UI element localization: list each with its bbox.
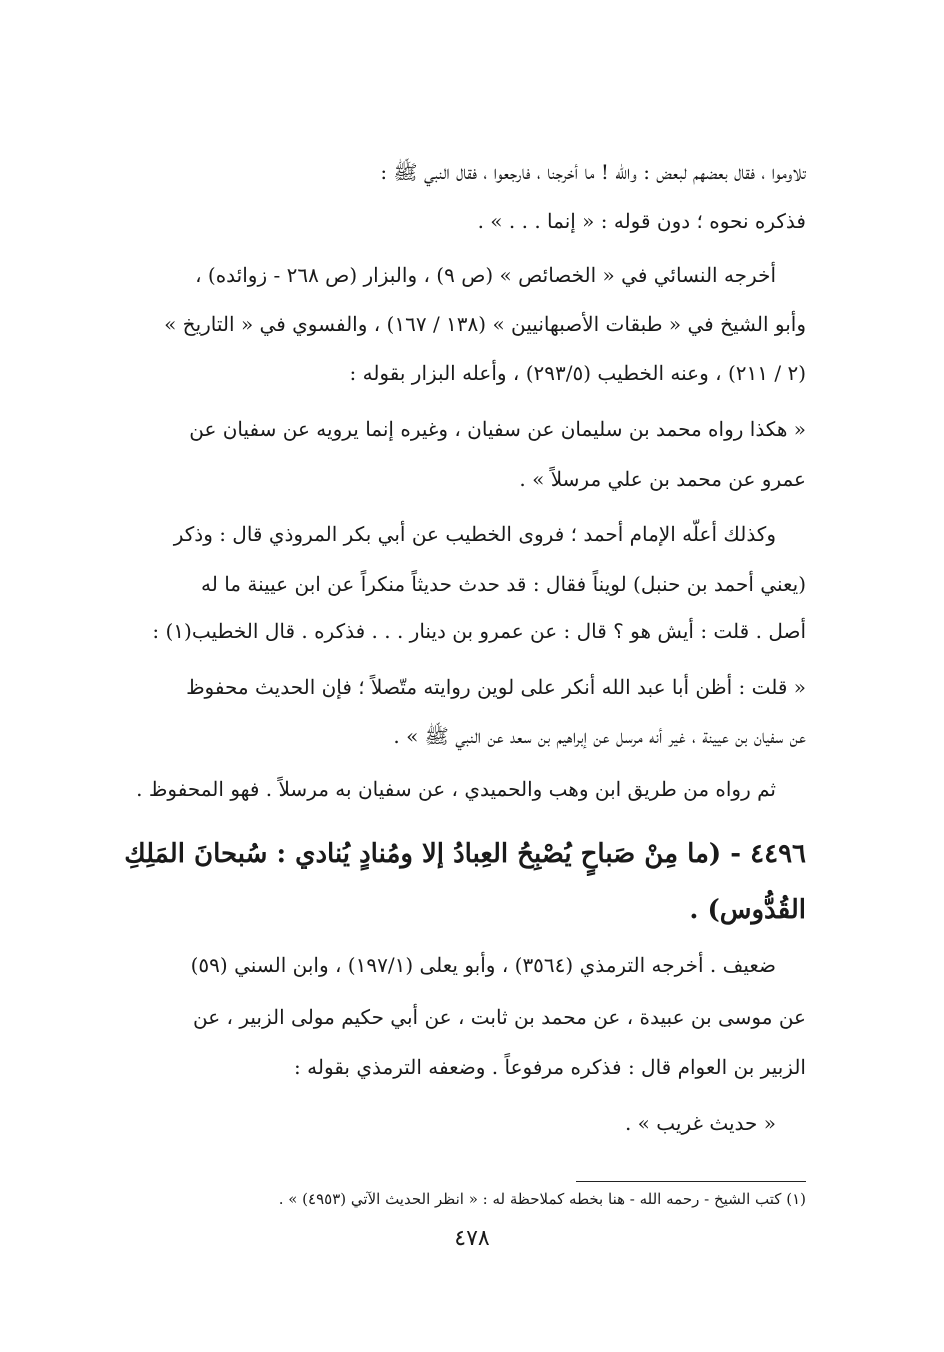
- quote-line: عمرو عن محمد بن علي مرسلاً » .: [519, 467, 806, 491]
- footnote-divider: [576, 1181, 806, 1182]
- text-line: الزبير بن العوام قال : فذكره مرفوعاً . وضعفه الترمذي بقوله :: [294, 1055, 806, 1079]
- quote-line: « حديث غريب » .: [624, 1111, 776, 1135]
- page-number: ٤٧٨: [454, 1226, 490, 1251]
- text-line: فذكره نحوه ؛ دون قوله : « إنما . . . » .: [477, 209, 806, 233]
- text-line: أصل . قلت : أيش هو ؟ قال : عن عمرو بن دينار . . . فذكره . قال الخطيب(١) :: [152, 619, 806, 643]
- quote-line: « قلت : أظن أبا عبد الله أنكر على لوين روايته متّصلاً ؛ فإن الحديث محفوظ: [186, 675, 806, 699]
- text-line: وأبو الشيخ في « طبقات الأصبهانيين » (١٣٨ / ١٦٧) ، والفسوي في « التاريخ »: [164, 312, 806, 336]
- text-line: عن موسى بن عبيدة ، عن محمد بن ثابت ، عن أبي حكيم مولى الزبير ، عن: [193, 1005, 806, 1029]
- text-line: وكذلك أعلّه الإمام أحمد ؛ فروى الخطيب عن أبي بكر المروذي قال : وذكر: [173, 522, 776, 546]
- text-line: أخرجه النسائي في « الخصائص » (ص ٩) ، والبزار (ص ٢٦٨ - زوائده) ،: [195, 263, 776, 287]
- text-line: (يعني أحمد بن حنبل) لويناً فقال : قد حدث حديثاً منكراً عن ابن عيينة ما له: [201, 572, 806, 596]
- hadith-heading: القُدُّوس) .: [689, 895, 806, 925]
- hadith-heading: ٤٤٩٦ - (ما مِنْ صَباحٍ يُصْبِحُ العِبادُ إلا ومُنادٍ يُنادي : سُبحانَ المَلِكِ: [124, 839, 806, 869]
- text-line: ضعيف . أخرجه الترمذي (٣٥٦٤) ، وأبو يعلى (١٩٧/١) ، وابن السني (٥٩): [190, 953, 776, 977]
- text-line: ثم رواه من طريق ابن وهب والحميدي ، عن سفيان به مرسلاً . فهو المحفوظ .: [136, 777, 776, 801]
- quote-line: عن سفيان بن عيينة ، غير أنه مرسل عن إبراهيم بن سعد عن النبي ﷺ » .: [393, 724, 806, 748]
- quote-line: « هكذا رواه محمد بن سليمان عن سفيان ، وغيره إنما يرويه عن سفيان عن: [189, 417, 806, 441]
- text-line: (٢ / ٢١١) ، وعنه الخطيب (٢٩٣/٥) ، وأعله البزار بقوله :: [349, 361, 806, 385]
- text-line: تلاوموا ، فقال بعضهم لبعض : والله ! ما أخرجنا ، فارجعوا ، فقال النبي ﷺ :: [380, 160, 806, 184]
- footnote: (١) كتب الشيخ - رحمه الله - هنا بخطه كملاحظة له : « انظر الحديث الآتي (٤٩٥٣) » .: [278, 1190, 806, 1208]
